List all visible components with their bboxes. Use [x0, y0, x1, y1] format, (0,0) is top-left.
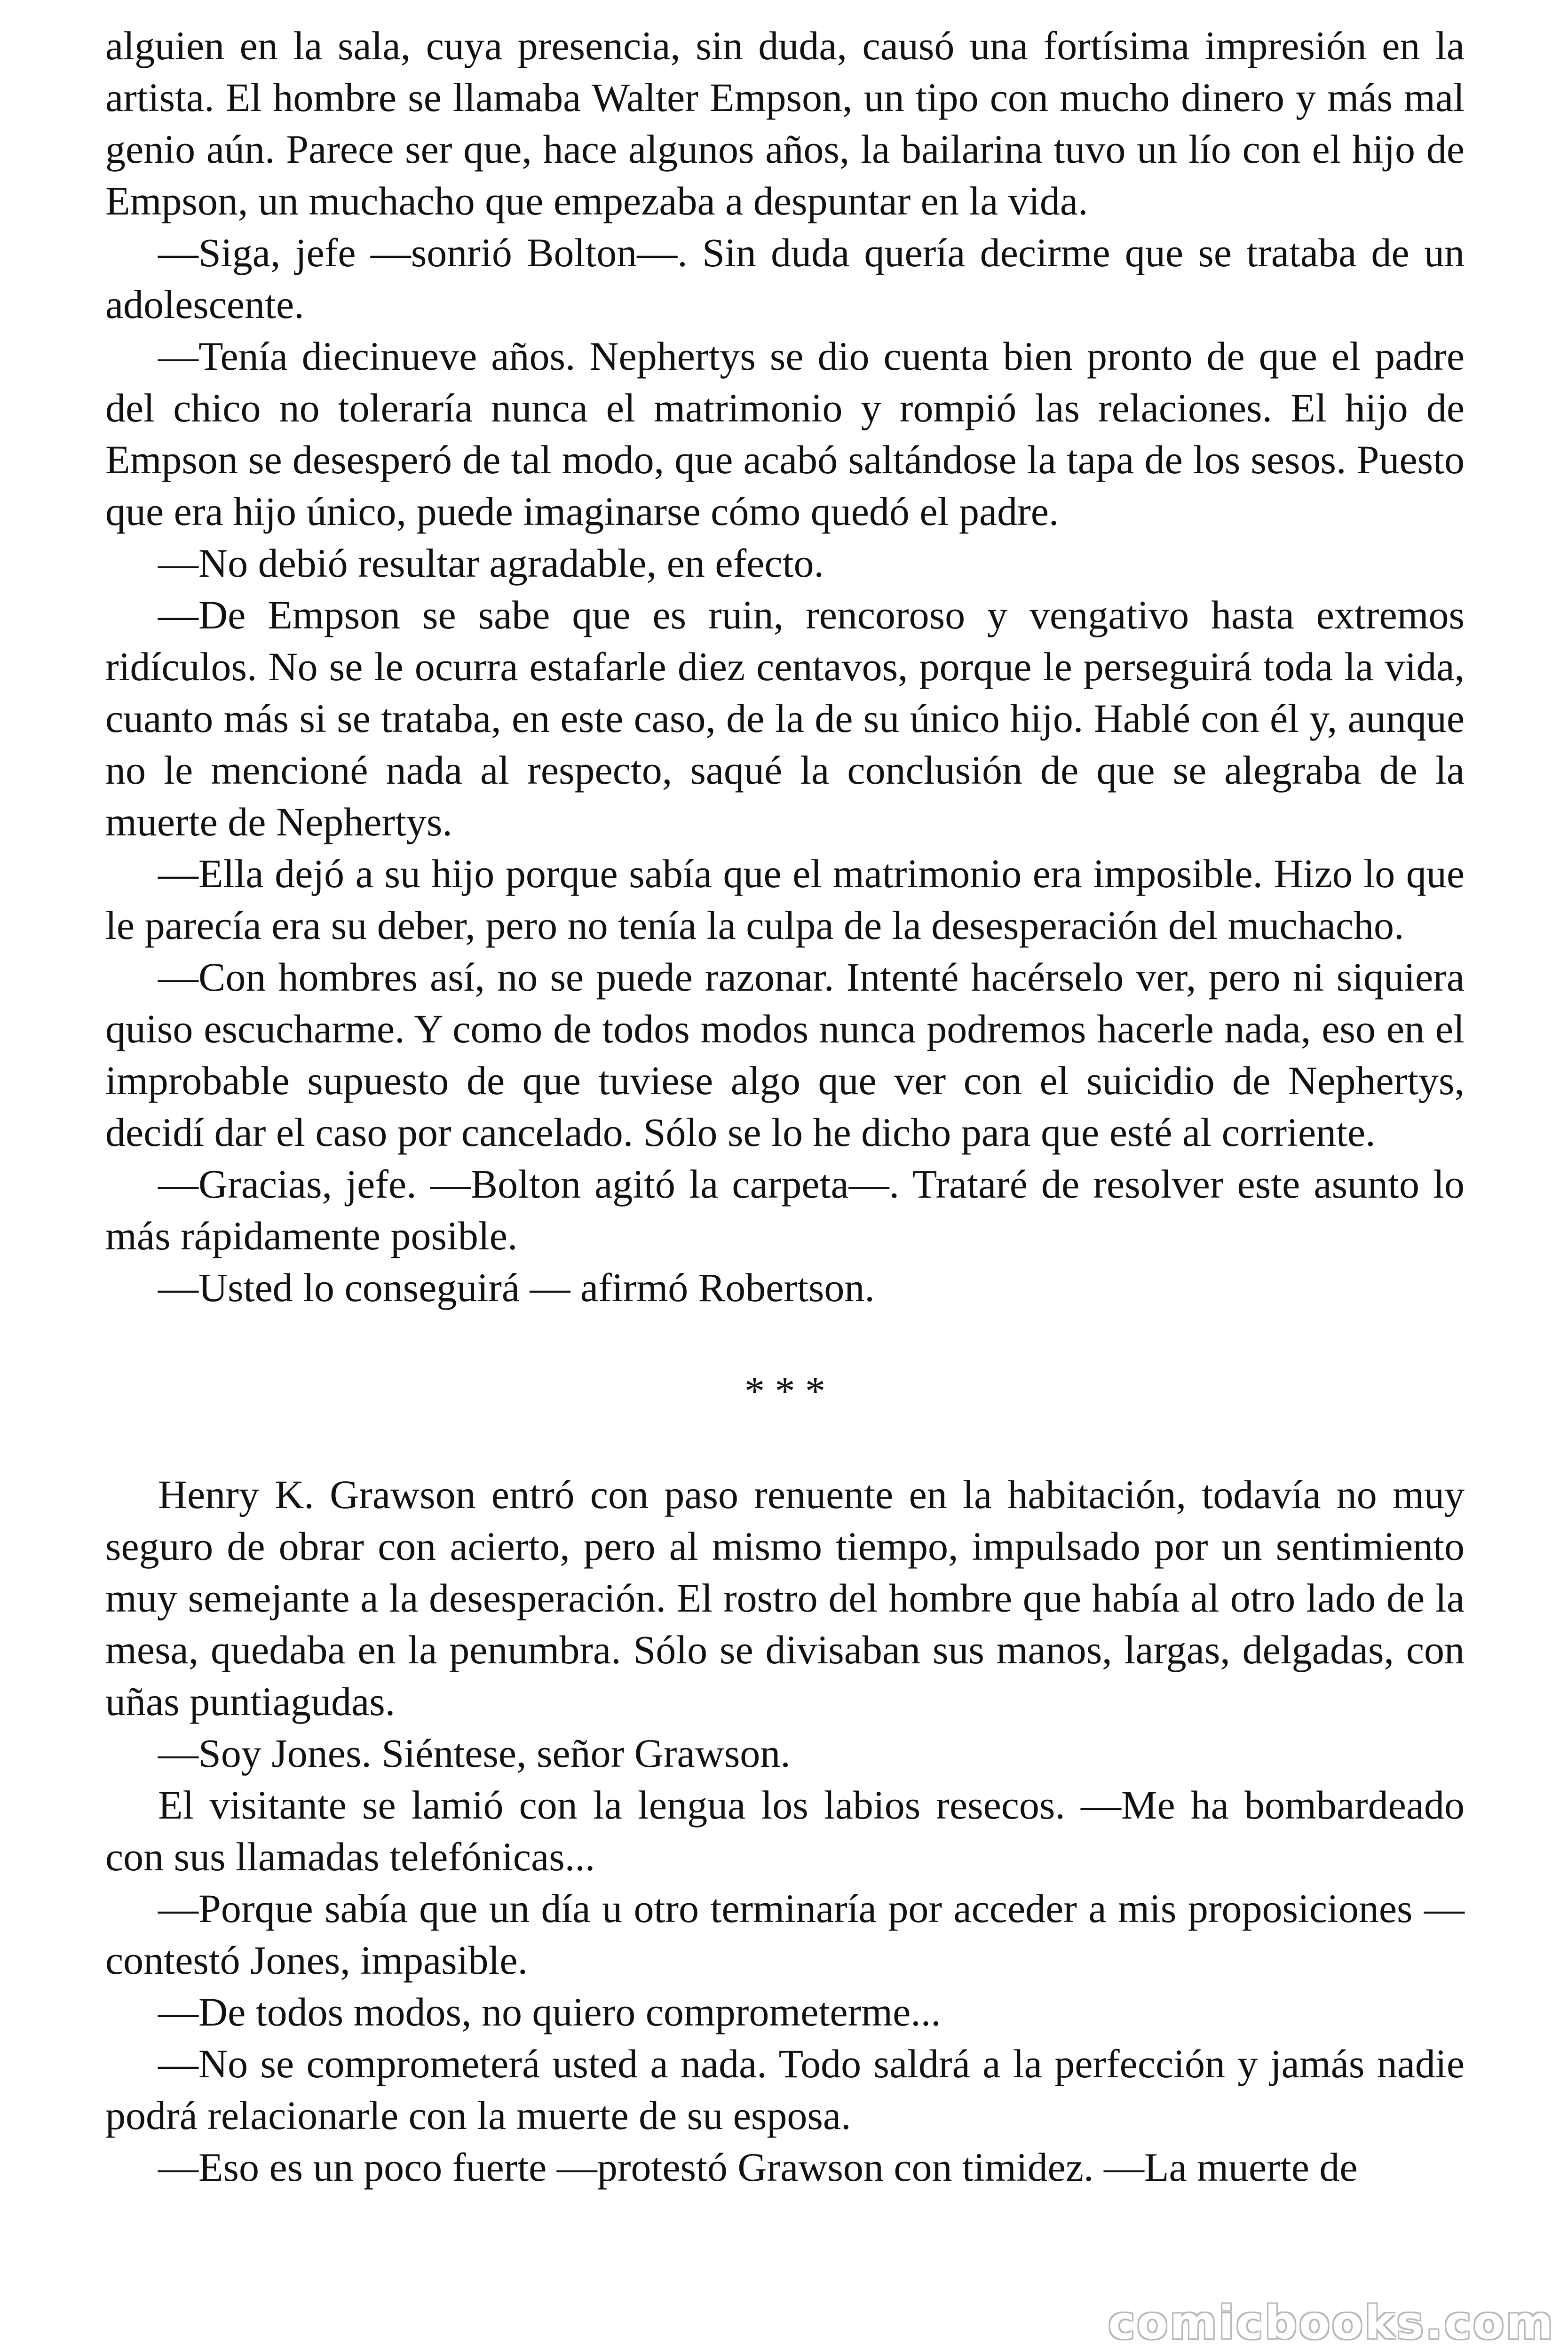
- paragraph: —Tenía diecinueve años. Nephertys se dio cuenta bien pronto de que el padre del chico no toleraría nunca el matrimonio y rompió las relaciones. El hijo de Empson se desesperó de tal modo, que acabó saltándose la tapa de los sesos. Puesto que era hijo único, puede imaginarse cómo quedó el padre.: [105, 334, 1465, 534]
- paragraph: —No se comprometerá usted a nada. Todo saldrá a la perfección y jamás nadie podrá relacionarle con la muerte de su esposa.: [105, 2041, 1465, 2138]
- paragraph: —De todos modos, no quiero comprometerme...: [158, 1989, 941, 2034]
- paragraph: —Eso es un poco fuerte —protestó Grawson con timidez. —La muerte de: [158, 2145, 1358, 2190]
- paragraph: —Soy Jones. Siéntese, señor Grawson.: [158, 1731, 791, 1776]
- paragraph: —Siga, jefe —sonrió Bolton—. Sin duda quería decirme que se trataba de un adolescente.: [105, 230, 1465, 327]
- paragraph: El visitante se lamió con la lengua los labios resecos. —Me ha bombardeado con sus llamadas telefónicas...: [105, 1782, 1465, 1879]
- paragraph: —De Empson se sabe que es ruin, rencoroso y vengativo hasta extremos ridículos. No se le ocurra estafarle diez centavos, porque le perseguirá toda la vida, cuanto más si se trataba, en este caso, de la de su único hijo. Hablé con él y, aunque no le mencioné nada al respecto, saqué la conclusión de que se alegraba de la muerte de Nephertys.: [105, 592, 1465, 844]
- paragraph: —Ella dejó a su hijo porque sabía que el matrimonio era imposible. Hizo lo que le parecía era su deber, pero no tenía la culpa de la desesperación del muchacho.: [105, 851, 1465, 948]
- paragraph: alguien en la sala, cuya presencia, sin duda, causó una fortísima impresión en la artista. El hombre se llamaba Walter Empson, un tipo con mucho dinero y más mal genio aún. Parece ser que, hace algunos años, la bailarina tuvo un lío con el hijo de Empson, un muchacho que empezaba a despuntar en la vida.: [105, 23, 1465, 223]
- paragraph: —Porque sabía que un día u otro terminaría por acceder a mis proposiciones —contestó Jones, impasible.: [105, 1886, 1465, 1983]
- paragraph: —Con hombres así, no se puede razonar. Intenté hacérselo ver, pero ni siquiera quiso escucharme. Y como de todos modos nunca podremos hacerle nada, eso en el improbable supuesto de que tuviese algo que ver con el suicidio de Nephertys, decidí dar el caso por cancelado. Sólo se lo he dicho para que esté al corriente.: [105, 954, 1465, 1155]
- paragraph: —No debió resultar agradable, en efecto.: [158, 540, 824, 586]
- section-separator: * * *: [744, 1368, 825, 1414]
- paragraph: —Usted lo conseguirá — afirmó Robertson.: [158, 1265, 875, 1310]
- paragraph: —Gracias, jefe. —Bolton agitó la carpeta—. Trataré de resolver este asunto lo más rápidamente posible.: [105, 1161, 1465, 1258]
- page-body: [105, 20, 1465, 2193]
- paragraph: Henry K. Grawson entró con paso renuente en la habitación, todavía no muy seguro de obrar con acierto, pero al mismo tiempo, impulsado por un sentimiento muy semejante a la desesperación. El rostro del hombre que había al otro lado de la mesa, quedaba en la penumbra. Sólo se divisaban sus manos, largas, delgadas, con uñas puntiagudas.: [105, 1472, 1465, 1724]
- watermark: comicbooks.com: [1108, 2296, 1555, 2349]
